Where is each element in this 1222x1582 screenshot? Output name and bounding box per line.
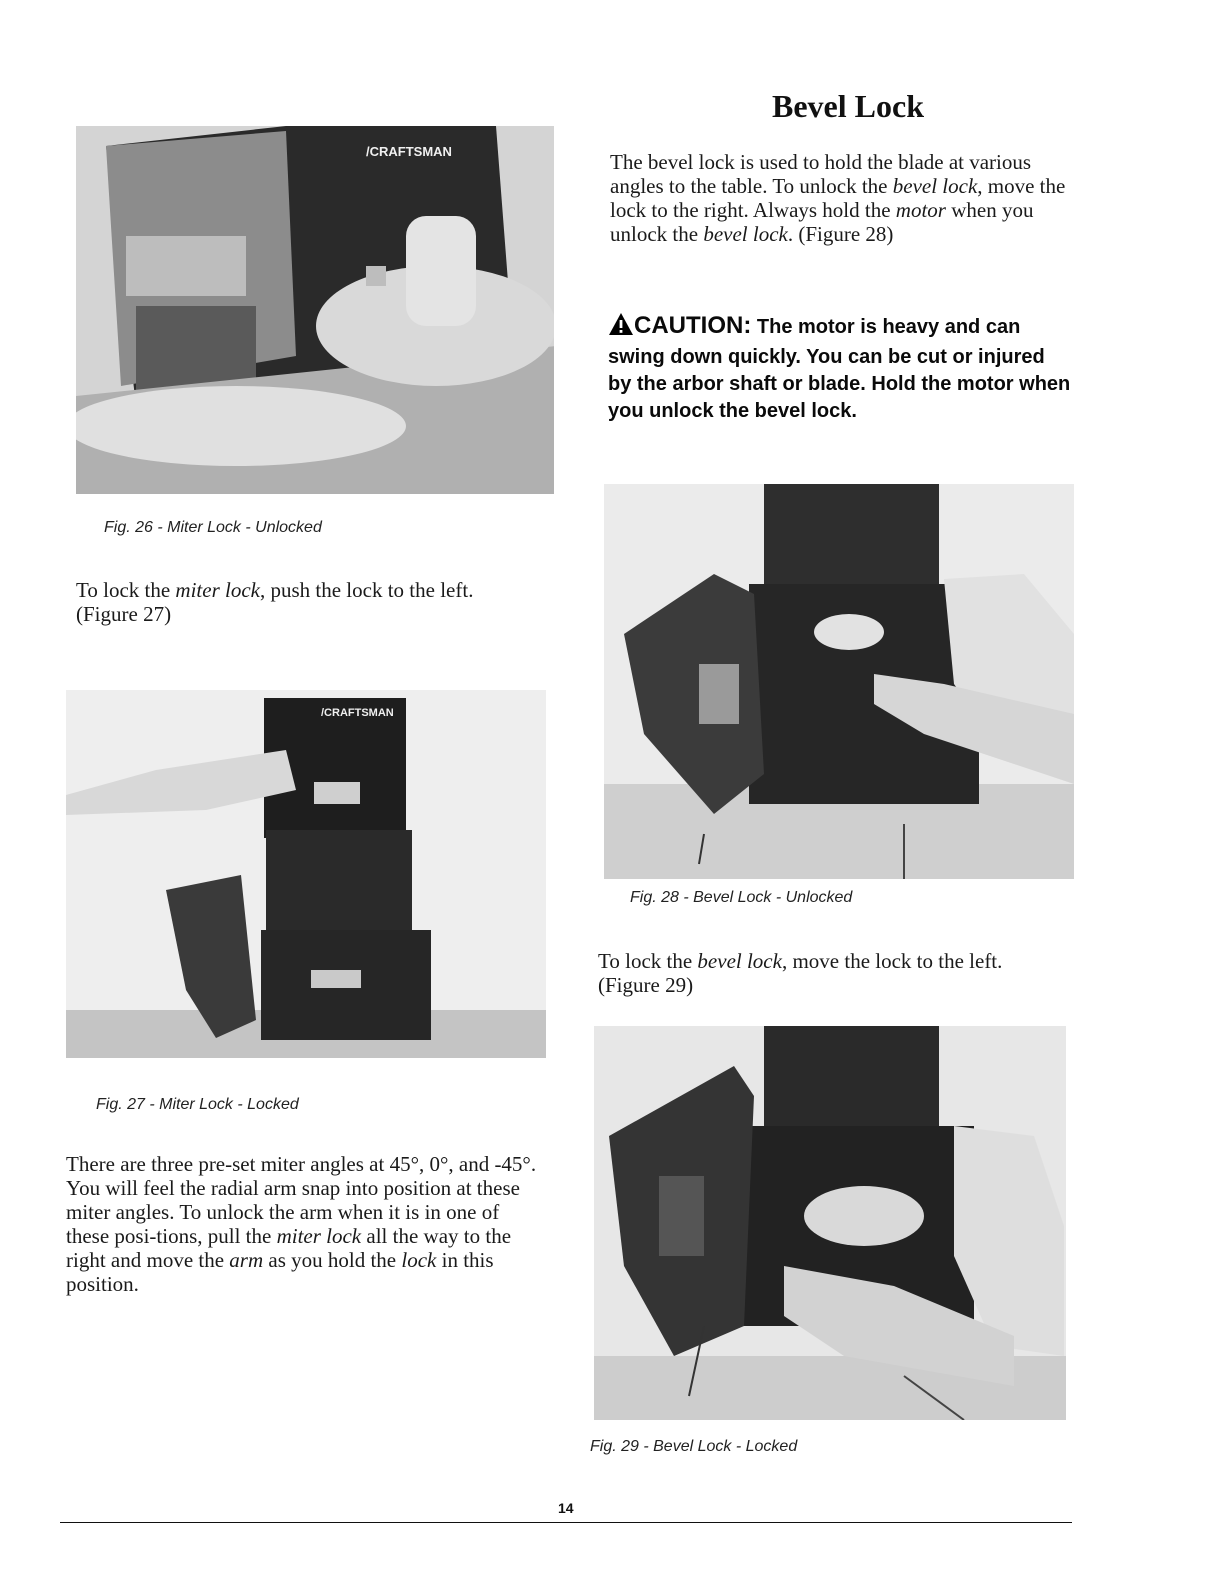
bevel-lock-term: bevel lock: [697, 949, 782, 973]
preset-term-arm: arm: [229, 1248, 264, 1272]
figure-28-caption: Fig. 28 - Bevel Lock - Unlocked: [630, 889, 853, 906]
figure-28-photo: [604, 484, 1074, 879]
figure-27-caption: Fig. 27 - Miter Lock - Locked: [96, 1096, 299, 1113]
bevel-intro-text-4: . (Figure 28): [787, 222, 894, 246]
footer-rule: [60, 1522, 1072, 1523]
preset-term-lock: lock: [401, 1248, 437, 1272]
miter-lock-text-1: To lock the: [76, 578, 176, 602]
preset-term-miter-lock: miter lock: [276, 1224, 362, 1248]
bevel-intro-term-2: bevel lock: [703, 222, 788, 246]
preset-text-4: in this position.: [66, 1248, 494, 1296]
figure-29-photo: [594, 1026, 1066, 1420]
caution-label: CAUTION:: [634, 312, 752, 339]
bevel-intro-term-1: bevel lock: [892, 174, 978, 198]
warning-triangle-icon: [608, 312, 634, 344]
miter-lock-term: miter lock: [175, 578, 260, 602]
fig26-brand-text: /CRAFTSMAN: [366, 144, 452, 159]
figure-27-photo: [66, 690, 546, 1058]
preset-text-2: all the way to the right and move the: [66, 1224, 512, 1272]
miter-lock-text-2: , push the lock to the left. (Figure 27): [76, 578, 474, 626]
bevel-lock-paragraph: [598, 949, 1054, 997]
bevel-intro-paragraph: [610, 150, 1072, 246]
figure-26-caption: Fig. 26 - Miter Lock - Unlocked: [104, 519, 322, 536]
preset-text-1: There are three pre-set miter angles at 45°, 0°, and -45°. You will feel the radial arm snap into position at these miter angles. To unlock the arm when it is in one of these posi-tions, pull the: [66, 1152, 537, 1248]
bevel-lock-text-2: , move the lock to the left. (Figure 29): [598, 949, 1003, 997]
caution-block: [608, 312, 1072, 425]
bevel-intro-text-2: , move the lock to the right. Always hold the: [610, 174, 1066, 222]
figure-26-photo: [76, 126, 554, 494]
bevel-intro-text-1: The bevel lock is used to hold the blade at various angles to the table. To unlock the: [610, 150, 1032, 198]
figure-29-caption: Fig. 29 - Bevel Lock - Locked: [590, 1438, 798, 1455]
miter-lock-paragraph: [76, 578, 526, 626]
caution-text: The motor is heavy and can swing down quickly. You can be cut or injured by the arbor shaft or blade. Hold the motor when you unlock the bevel lock.: [608, 316, 1071, 422]
page-number: 14: [558, 1500, 574, 1516]
bevel-intro-term-motor: motor: [895, 198, 946, 222]
preset-angles-paragraph: [66, 1152, 546, 1296]
fig27-brand-text: /CRAFTSMAN: [321, 707, 394, 719]
bevel-intro-text-3: when you unlock the: [610, 198, 1034, 246]
preset-text-3: as you hold the: [263, 1248, 402, 1272]
section-title: Bevel Lock: [772, 88, 924, 124]
bevel-lock-text-1: To lock the: [598, 949, 698, 973]
